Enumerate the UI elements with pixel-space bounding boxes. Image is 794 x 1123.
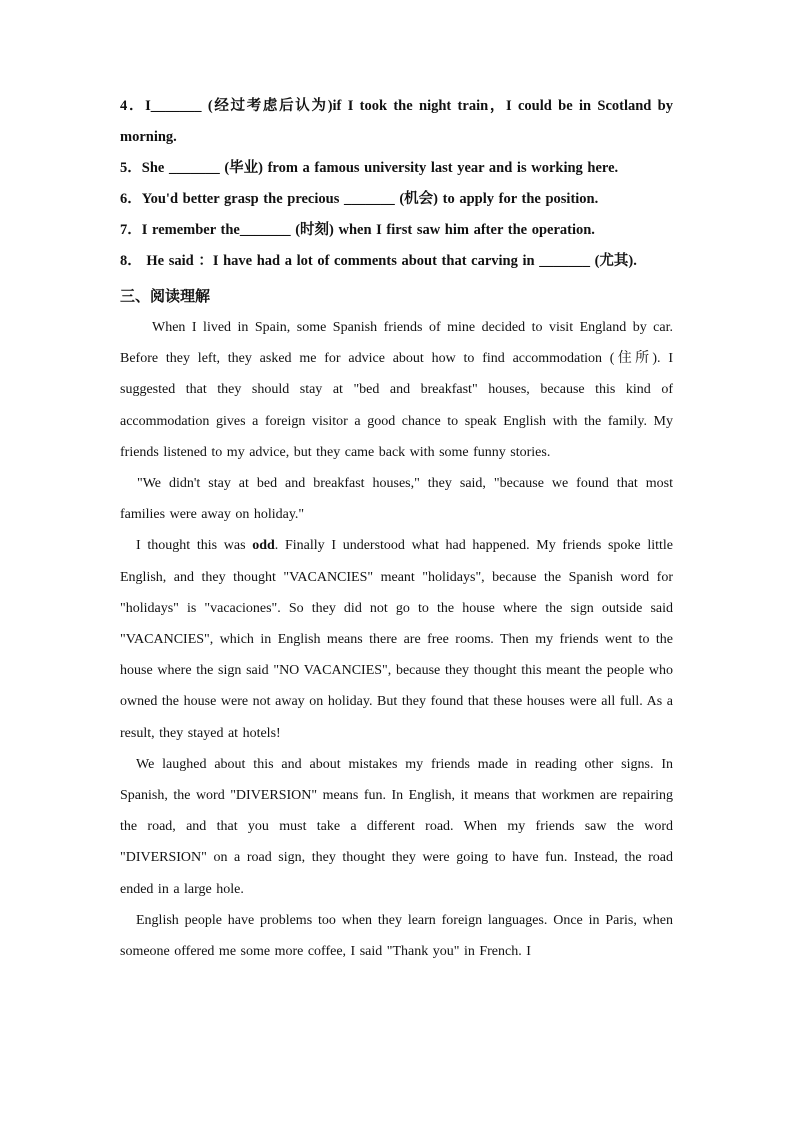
document-content [120, 91, 673, 967]
section-title-reading-comprehension: 三、阅读理解 [120, 287, 211, 305]
paragraph-3-start: I thought this was [136, 538, 253, 554]
question-5: 5．She _______ (毕业) from a famous university last year and is working here. [120, 160, 619, 176]
passage-paragraph-2: "We didn't stay at bed and breakfast houses," they said, "because we found that most families were away on holiday." [120, 476, 673, 523]
passage-paragraph-5: English people have problems too when they learn foreign languages. Once in Paris, when someone offered me some more coffee, I said "Thank you" in French. I [120, 912, 673, 960]
passage-paragraph-3 [120, 530, 673, 748]
bold-word-odd: odd [252, 538, 275, 554]
question-4: 4．I_______ (经过考虑后认为)if I took the night train，I could be in Scotland by morning. [120, 98, 673, 145]
question-6: 6．You'd better grasp the precious _______ (机会) to apply for the position. [120, 191, 599, 207]
passage-paragraph-1: When I lived in Spain, some Spanish friends of mine decided to visit England by car. Before they left, they asked me for advice about how to find accommodation (住所). I suggested that they should stay at "bed and breakfast" houses, because this kind of accommodation gives a foreign visitor a good chance to speak English with the family. My friends listened to my advice, but they came back with some funny stories. [120, 320, 673, 460]
question-8: 8． He said ：I have had a lot of comments about that carving in _______ (尤其). [120, 253, 637, 269]
question-7: 7．I remember the_______ (时刻) when I first saw him after the operation. [120, 222, 595, 238]
paragraph-3-rest: . Finally I understood what had happened. My friends spoke little English, and they thought "VACANCIES" meant "holidays", because the Spanish word for "holidays" is "vacaciones". So they did not go to the house where the sign outside said "VACANCIES", which in English means there are free rooms. Then my friends went to the house where the sign said "NO VACANCIES", because they thought this meant the people who owned the house were not away on holiday. But they found that these houses were all full. As a result, they stayed at hotels! [120, 538, 673, 741]
passage-paragraph-4: We laughed about this and about mistakes my friends made in reading other signs. In Spanish, the word "DIVERSION" means fun. In English, it means that workmen are repairing the road, and that you must take a different road. When my friends saw the word "DIVERSION" on a road sign, they thought they were going to have fun. Instead, the road ended in a large hole. [120, 756, 673, 897]
